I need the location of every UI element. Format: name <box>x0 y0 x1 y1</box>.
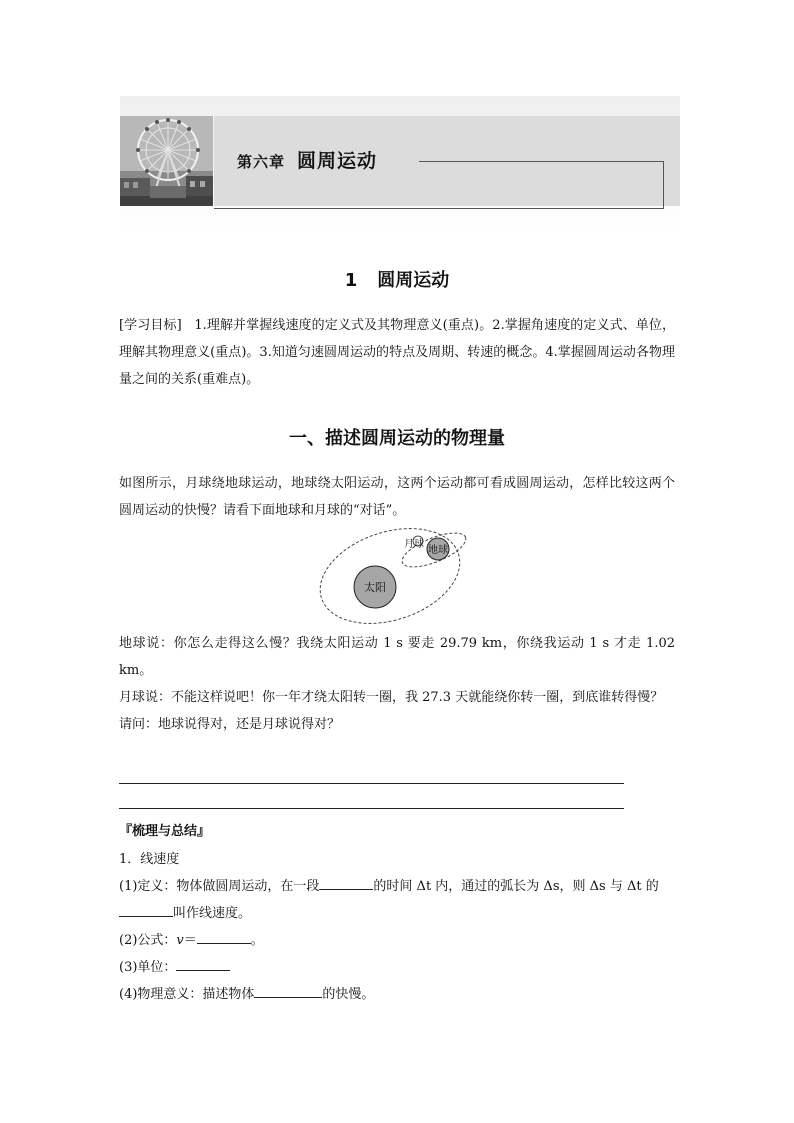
summary-heading: 『梳理与总结』 <box>119 824 211 839</box>
moon-says: 月球说：不能这样说吧！你一年才绕太阳转一圈，我 27.3 天就能绕你转一圈，到底谁转得慢？ <box>119 690 664 705</box>
summary-items <box>119 846 675 1008</box>
item-heading: 1．线速度 <box>119 852 180 867</box>
earth-says: 地球说：你怎么走得这么慢？我绕太阳运动 1 s 要走 29.79 km，你绕我运动 1 s 才走 1.02 km。 <box>119 636 675 678</box>
earth-orbit <box>318 525 470 627</box>
section-number: 1 <box>344 270 358 291</box>
section-name: 圆周运动 <box>377 270 450 291</box>
chapter-number: 第六章 <box>237 153 286 171</box>
dialog-block <box>119 630 675 738</box>
moon-label: 月球 <box>404 539 424 550</box>
chapter-name: 圆周运动 <box>297 150 378 172</box>
answer-line[interactable] <box>119 783 624 784</box>
question: 请问：地球说得对，还是月球说得对？ <box>119 717 341 732</box>
fill-blank[interactable] <box>319 875 373 890</box>
fill-blank[interactable] <box>254 983 322 998</box>
fill-blank[interactable] <box>197 929 251 944</box>
orbit-diagram <box>318 525 470 627</box>
item-formula: (2)公式：v＝ 。 <box>119 927 675 954</box>
banner-rule-vertical <box>663 161 664 209</box>
chapter-title <box>237 146 377 173</box>
objectives-text: 1.理解并掌握线速度的定义式及其物理意义(重点)。2.掌握角速度的定义式、单位，理解其物理意义(重点)。3.知道匀速圆周运动的特点及周期、转速的概念。4.掌握圆周运动各物理量之间的关系(重难点)。 <box>119 318 675 387</box>
earth-label: 地球 <box>428 545 448 556</box>
item-unit: (3)单位： <box>119 954 675 981</box>
intro-paragraph: 如图所示，月球绕地球运动，地球绕太阳运动，这两个运动都可看成圆周运动，怎样比较这两个圆周运动的快慢？请看下面地球和月球的“对话”。 <box>119 476 675 518</box>
ferris-wheel-image <box>120 116 213 206</box>
fill-blank[interactable] <box>176 956 230 971</box>
banner-rule <box>419 161 663 162</box>
objectives-tag: [学习目标] <box>119 318 182 333</box>
fill-blank[interactable] <box>119 902 173 917</box>
part-title: 一、描述圆周运动的物理量 <box>289 428 505 449</box>
banner-rule-bottom <box>214 208 664 209</box>
answer-line[interactable] <box>119 808 624 809</box>
learning-objectives <box>119 312 675 393</box>
item-meaning: (4)物理意义：描述物体 的快慢。 <box>119 981 675 1008</box>
item-definition: (1)定义：物体做圆周运动，在一段 的时间 Δt 内，通过的弧长为 Δs，则 Δs 与 Δt 的 叫作线速度。 <box>119 873 675 927</box>
section-title <box>0 266 794 292</box>
sun-label: 太阳 <box>364 581 386 594</box>
